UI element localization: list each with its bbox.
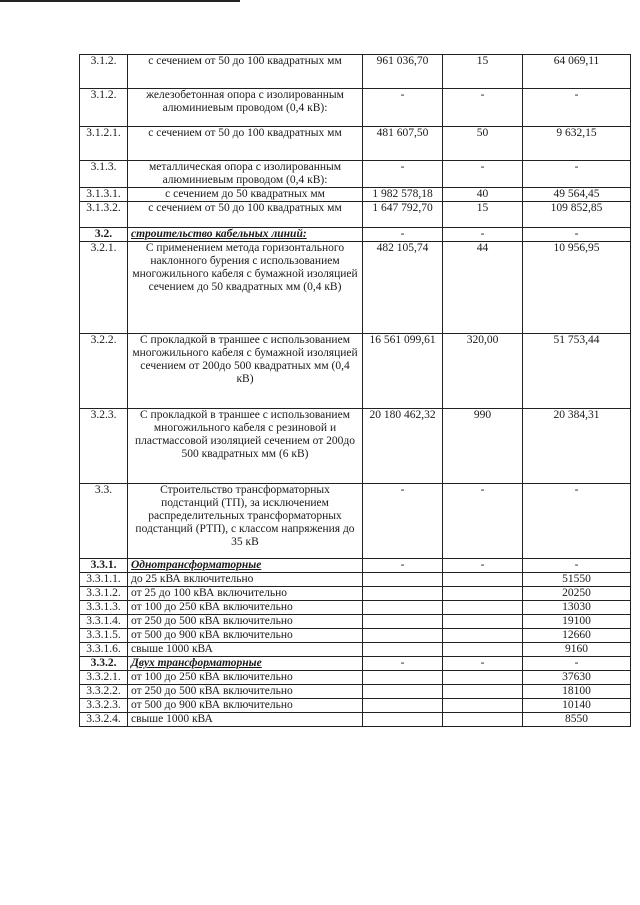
row-quantity-cell: - [443,228,523,242]
row-rate-cell: 109 852,85 [523,202,631,228]
row-number-cell: 3.3.1.4. [80,615,128,629]
row-rate-cell: 51550 [523,573,631,587]
row-quantity-cell: - [443,89,523,127]
row-rate-cell: - [523,657,631,671]
row-quantity-cell: 15 [443,55,523,89]
row-quantity-cell [443,587,523,601]
row-cost-cell: - [363,657,443,671]
row-description-cell: от 250 до 500 кВА включительно [128,615,363,629]
row-rate-cell: 20250 [523,587,631,601]
row-quantity-cell: 44 [443,242,523,334]
row-description-cell: до 25 кВА включительно [128,573,363,587]
table-row [80,484,631,559]
row-number-cell: 3.1.2.1. [80,127,128,161]
row-description-cell: от 100 до 250 кВА включительно [128,601,363,615]
row-number-cell: 3.2. [80,228,128,242]
table-row [80,643,631,657]
top-edge-line [0,0,240,2]
row-number-cell: 3.2.2. [80,334,128,409]
row-description-cell: от 100 до 250 кВА включительно [128,671,363,685]
row-number-cell: 3.1.3. [80,161,128,188]
row-quantity-cell: 50 [443,127,523,161]
row-number-cell: 3.1.2. [80,89,128,127]
table-row [80,55,631,89]
row-cost-cell [363,685,443,699]
row-rate-cell: - [523,89,631,127]
row-number-cell: 3.3.1.5. [80,629,128,643]
table-row [80,657,631,671]
row-description-cell: свыше 1000 кВА [128,713,363,727]
row-quantity-cell [443,615,523,629]
row-cost-cell [363,573,443,587]
row-cost-cell: - [363,228,443,242]
row-quantity-cell [443,671,523,685]
row-number-cell: 3.3.1.1. [80,573,128,587]
table-row [80,615,631,629]
row-description-cell: свыше 1000 кВА [128,643,363,657]
row-quantity-cell: 990 [443,409,523,484]
row-number-cell: 3.3.1.6. [80,643,128,657]
row-description-cell: Строительство трансформаторных подстанций (ТП), за исключением распределительных трансформаторных подстанций (РТП), с классом напряжения до 35 кВ [128,484,363,559]
row-rate-cell: - [523,161,631,188]
table-row [80,671,631,685]
row-quantity-cell: - [443,657,523,671]
table-row [80,89,631,127]
row-rate-cell: - [523,484,631,559]
row-cost-cell: - [363,89,443,127]
row-cost-cell [363,587,443,601]
row-cost-cell: - [363,161,443,188]
row-number-cell: 3.3.1.2. [80,587,128,601]
row-number-cell: 3.3.2.3. [80,699,128,713]
row-rate-cell: 19100 [523,615,631,629]
row-rate-cell: 20 384,31 [523,409,631,484]
row-description-cell: с сечением от 50 до 100 квадратных мм [128,55,363,89]
row-quantity-cell [443,643,523,657]
row-rate-cell: 9 632,15 [523,127,631,161]
row-number-cell: 3.2.3. [80,409,128,484]
row-description-cell: С прокладкой в траншее с использованием многожильного кабеля с бумажной изоляцией сечением от 200до 500 квадратных мм (0,4 кВ) [128,334,363,409]
row-quantity-cell: 15 [443,202,523,228]
row-quantity-cell: - [443,484,523,559]
row-cost-cell [363,699,443,713]
row-rate-cell: - [523,228,631,242]
row-description-cell: железобетонная опора с изолированным алюминиевым проводом (0,4 кВ): [128,89,363,127]
row-rate-cell: 9160 [523,643,631,657]
row-cost-cell [363,713,443,727]
row-rate-cell: - [523,559,631,573]
tariff-table-body [80,55,631,727]
table-row [80,409,631,484]
row-number-cell: 3.3.2.1. [80,671,128,685]
row-cost-cell: 482 105,74 [363,242,443,334]
row-cost-cell [363,615,443,629]
row-quantity-cell [443,573,523,587]
tariff-table [79,54,631,727]
table-row [80,587,631,601]
row-description-cell: С прокладкой в траншее с использованием многожильного кабеля с резиновой и пластмассовой изоляцией сечением от 200до 500 квадратных мм (6 кВ) [128,409,363,484]
row-description-cell: с сечением до 50 квадратных мм [128,188,363,202]
row-quantity-cell [443,685,523,699]
table-row [80,188,631,202]
row-description-cell: С применением метода горизонтального наклонного бурения с использованием многожильного кабеля с бумажной изоляцией сечением до 50 квадратных мм (0,4 кВ) [128,242,363,334]
row-description-cell: Двух трансформаторные [128,657,363,671]
row-rate-cell: 10 956,95 [523,242,631,334]
table-row [80,629,631,643]
table-row [80,161,631,188]
row-rate-cell: 51 753,44 [523,334,631,409]
table-row [80,202,631,228]
table-row [80,334,631,409]
row-number-cell: 3.3. [80,484,128,559]
row-description-cell: с сечением от 50 до 100 квадратных мм [128,127,363,161]
row-cost-cell: 20 180 462,32 [363,409,443,484]
row-number-cell: 3.3.2. [80,657,128,671]
row-number-cell: 3.2.1. [80,242,128,334]
table-row [80,713,631,727]
row-cost-cell [363,643,443,657]
row-description-cell: металлическая опора с изолированным алюминиевым проводом (0,4 кВ): [128,161,363,188]
table-row [80,685,631,699]
row-description-cell: от 25 до 100 кВА включительно [128,587,363,601]
row-number-cell: 3.3.1.3. [80,601,128,615]
row-cost-cell: 481 607,50 [363,127,443,161]
row-number-cell: 3.1.3.2. [80,202,128,228]
row-cost-cell [363,601,443,615]
row-quantity-cell [443,601,523,615]
table-row [80,699,631,713]
row-quantity-cell [443,699,523,713]
row-rate-cell: 37630 [523,671,631,685]
row-cost-cell: - [363,484,443,559]
row-rate-cell: 49 564,45 [523,188,631,202]
table-row [80,573,631,587]
row-number-cell: 3.1.3.1. [80,188,128,202]
row-number-cell: 3.3.1. [80,559,128,573]
row-quantity-cell: 320,00 [443,334,523,409]
row-quantity-cell: 40 [443,188,523,202]
table-row [80,559,631,573]
row-cost-cell [363,671,443,685]
row-cost-cell: 1 982 578,18 [363,188,443,202]
row-rate-cell: 12660 [523,629,631,643]
row-cost-cell: - [363,559,443,573]
row-number-cell: 3.1.2. [80,55,128,89]
row-quantity-cell: - [443,559,523,573]
row-number-cell: 3.3.2.4. [80,713,128,727]
row-quantity-cell [443,629,523,643]
table-row [80,242,631,334]
table-row [80,228,631,242]
row-description-cell: строительство кабельных линий: [128,228,363,242]
row-quantity-cell [443,713,523,727]
row-cost-cell [363,629,443,643]
row-description-cell: от 500 до 900 кВА включительно [128,629,363,643]
row-quantity-cell: - [443,161,523,188]
row-description-cell: от 500 до 900 кВА включительно [128,699,363,713]
row-cost-cell: 16 561 099,61 [363,334,443,409]
row-rate-cell: 64 069,11 [523,55,631,89]
row-rate-cell: 13030 [523,601,631,615]
row-cost-cell: 1 647 792,70 [363,202,443,228]
row-description-cell: от 250 до 500 кВА включительно [128,685,363,699]
row-rate-cell: 8550 [523,713,631,727]
table-row [80,601,631,615]
row-description-cell: с сечением от 50 до 100 квадратных мм [128,202,363,228]
row-rate-cell: 18100 [523,685,631,699]
row-rate-cell: 10140 [523,699,631,713]
row-description-cell: Однотрансформаторные [128,559,363,573]
row-cost-cell: 961 036,70 [363,55,443,89]
table-row [80,127,631,161]
row-number-cell: 3.3.2.2. [80,685,128,699]
